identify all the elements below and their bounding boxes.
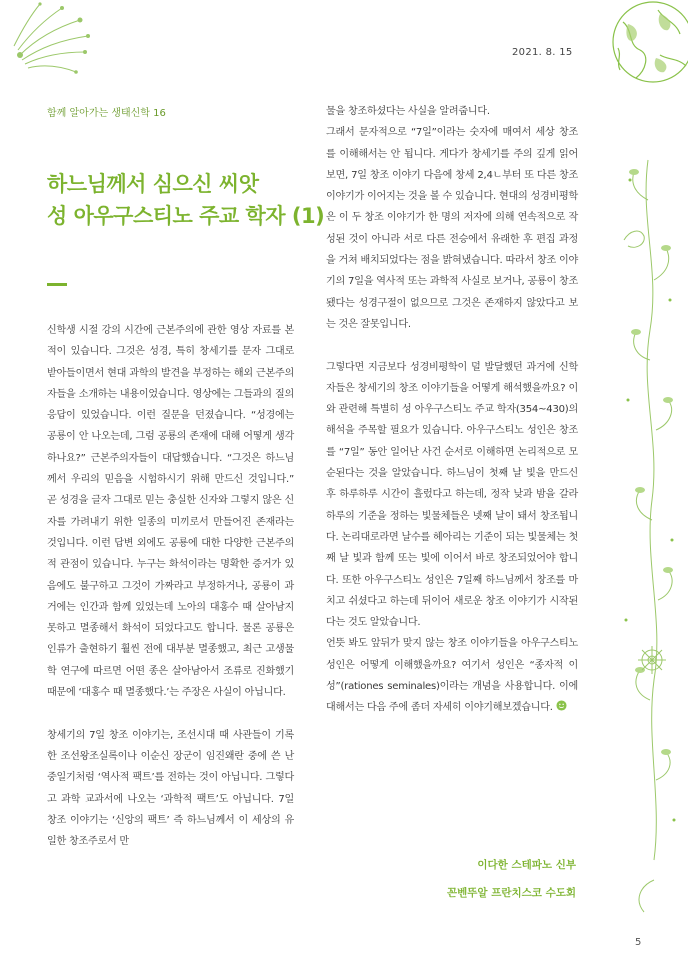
article-title-line-1: 하느님께서 심으신 씨앗 [47, 172, 259, 196]
page-number: 5 [635, 937, 642, 948]
left-column [47, 320, 294, 852]
body-paragraph: 창세기의 7일 창조 이야기는, 조선시대 때 사관들이 기록한 조선왕조실록이나 이순신 장군이 임진왜란 중에 쓴 난중일기처럼 ‘역사적 팩트’를 전하는 것이 아닙니다. 그렇다고 과학 교과서에 나오는 ‘과학적 팩트’도 아닙니다. 7일 창조 이야기는 ‘신앙의 팩트’ 즉 하느님께서 이 세상의 유일한 창조주로서 만 [47, 729, 294, 848]
globe-illustration-icon [598, 0, 688, 100]
author-name: 이다한 스테파노 신부 [477, 859, 576, 871]
author-organization: 꼰벤뚜알 프란치스코 수도회 [446, 887, 576, 899]
article-title-line-2: 성 아우구스티노 주교 학자 (1) [47, 204, 325, 228]
title-divider [47, 283, 67, 286]
starburst-icon [0, 0, 110, 110]
article-title [47, 168, 327, 232]
smiley-icon [556, 700, 567, 711]
body-paragraph-text: 언뜻 봐도 앞뒤가 맞지 않는 창조 이야기들을 아우구스티노 성인은 어떻게 이해했을까요? 여기서 성인은 “종자적 이성”(rationes seminales)이라는 개념을 사용합니다. 이에 대해서는 다음 주에 좀더 자세히 이야기해보겠습니다. [326, 638, 578, 714]
body-paragraph: 그래서 문자적으로 “7일”이라는 숫자에 매여서 세상 창조를 이해해서는 안 됩니다. 게다가 창세기를 주의 깊게 읽어보면, 7일 창조 이야기 다음에 창세 2,4ㄴ부터 또 다른 창조 이야기가 이어지는 것을 볼 수 있습니다. 현대의 성경비평학은 이 두 창조 이야기가 한 명의 저자에 의해 연속적으로 작성된 것이 아니라 서로 다른 전승에서 유래한 후 편집 과정을 거쳐 배치되었다는 점을 밝혀냈습니다. 따라서 창조 이야기의 7일을 역사적 또는 과학적 사실로 보거나, 공룡이 창조됐다는 성경구절이 없으므로 그것은 존재하지 않았다고 보는 것은 잘못입니다. [326, 127, 578, 330]
vine-decoration-icon [610, 100, 688, 930]
paragraph-gap [326, 335, 578, 356]
body-paragraph [326, 633, 578, 718]
body-paragraph: 물을 창조하셨다는 사실을 알려줍니다. [326, 106, 490, 117]
body-paragraph: 그렇다면 지금보다 성경비평학이 덜 발달했던 과거에 신학자들은 창세기의 창조 이야기들을 어떻게 해석했을까요? 이와 관련해 특별히 성 아우구스티노 주교 학자(354~430)의 해석을 주목할 필요가 있습니다. 아우구스티노 성인은 창조를 “7일” 동안 일어난 사건 순서로 이해하면 논리적으로 모순된다는 것을 알았습니다. 하느님이 첫째 날 빛을 만드신 후 하루하루 시간이 흘렀다고 하는데, 정작 낮과 밤을 갈라 하루의 기준을 정하는 빛물체들은 넷째 날이 돼서 창조됩니다. 논리대로라면 날수를 헤아리는 기준이 되는 빛물체는 첫째 날 빛과 함께 또는 빛에 이어서 바로 창조되었어야 합니다. 또한 아우구스티노 성인은 7일째 하느님께서 창조를 마치고 쉬셨다고 하는데 뒤이어 새로운 창조 이야기가 시작된다는 것도 알았습니다. [326, 361, 578, 629]
body-paragraph: 신학생 시절 강의 시간에 근본주의에 관한 영상 자료를 본 적이 있습니다. 그것은 성경, 특히 창세기를 문자 그대로 받아들이면서 현대 과학의 발견을 부정하는 해외 근본주의자들을 소개하는 내용이었습니다. 영상에는 그들과의 질의 응답이 있었습니다. 이런 질문을 던졌습니다. “성경에는 공룡이 안 나오는데, 그럼 공룡의 존재에 대해 어떻게 생각하나요?” 근본주의자들이 대답했습니다. “그것은 하느님께서 우리의 믿음을 시험하시기 위해 만드신 것입니다.” 곧 성경을 글자 그대로 믿는 충실한 신자와 그렇지 않은 신자를 가려내기 위한 일종의 미끼로서 만들어진 존재라는 것입니다. 이런 답변 외에도 공룡에 대한 다양한 근본주의적 관점이 있습니다. 누구는 화석이라는 명확한 증거가 있음에도 불구하고 그것이 가짜라고 부정하거나, 공룡이 과거에는 인간과 함께 있었는데 노아의 대홍수 때 살아남지 못하고 멸종해서 화석이 되었다고도 합니다. 물론 공룡은 인류가 출현하기 훨씬 전에 대부분 멸종했고, 최근 고생물학 연구에 따르면 어떤 종은 살아남아서 조류로 진화했기 때문에 ‘대홍수 때 멸종했다.’는 주장은 사실이 아닙니다. [47, 325, 294, 699]
paragraph-gap [47, 703, 294, 724]
series-label: 함께 알아가는 생태신학 16 [47, 108, 166, 119]
issue-date: 2021. 8. 15 [512, 47, 573, 58]
right-column [326, 101, 578, 719]
